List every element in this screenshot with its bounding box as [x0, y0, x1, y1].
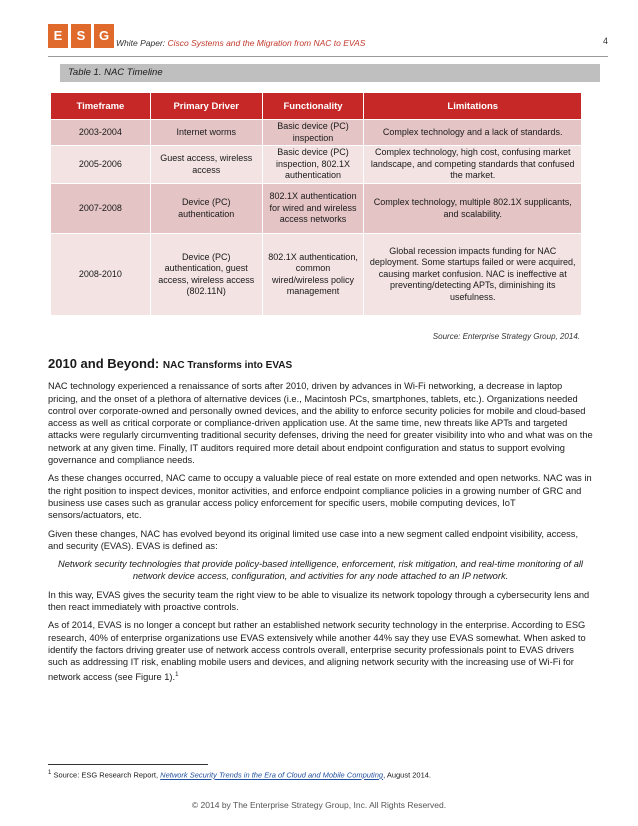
- logo-letter-e: E: [48, 24, 68, 48]
- column-header: Timeframe: [51, 93, 151, 120]
- logo-letter-g: G: [94, 24, 114, 48]
- table-cell: Guest access, wireless access: [150, 146, 262, 184]
- table-row: [51, 146, 582, 184]
- table-cell: Device (PC) authentication: [150, 184, 262, 234]
- footnote-report-link[interactable]: Network Security Trends in the Era of Cloud and Mobile Computing: [160, 770, 384, 780]
- paragraph: In this way, EVAS gives the security team the right view to be able to visualize its network topology through a cybersecurity lens and then react immediately with proactive controls.: [48, 589, 590, 613]
- table-cell: 802.1X authentication for wired and wireless access networks: [262, 184, 364, 234]
- table-cell: Complex technology, multiple 802.1X supplicants, and scalability.: [364, 184, 582, 234]
- table-row: [51, 120, 582, 146]
- esg-logo: [48, 24, 114, 48]
- table-cell: 2008-2010: [51, 234, 151, 316]
- footnote-suffix: , August 2014.: [383, 770, 432, 780]
- nac-timeline-table: [50, 92, 582, 316]
- footnote-reference[interactable]: 1: [175, 671, 179, 678]
- paragraph: [48, 619, 593, 683]
- table-cell: 802.1X authentication, common wired/wireless policy management: [262, 234, 364, 316]
- header-prefix: White Paper:: [116, 38, 166, 48]
- table-cell: 2005-2006: [51, 146, 151, 184]
- paragraph-text: As of 2014, EVAS is no longer a concept but rather an established network security technology in the enterprise. According to ESG research, 40% of enterprise organizations use EVAS extensively while another 44% say they use EVAS somewhat. When asked to identify the factors driving greater use of network access controls overall, enterprise security professionals point to EVAS drivers such as addressing IT risk, enabling mobile users and devices, and aligning network security with the increasing use of Wi-Fi for network access (see Figure 1).: [48, 620, 586, 682]
- table-cell: 2007-2008: [51, 184, 151, 234]
- table-cell: Basic device (PC) inspection, 802.1X authentication: [262, 146, 364, 184]
- section-heading-main: 2010 and Beyond:: [48, 356, 160, 371]
- table-cell: Internet worms: [150, 120, 262, 146]
- table-cell: 2003-2004: [51, 120, 151, 146]
- footnote-divider: [48, 764, 208, 765]
- table-row: [51, 184, 582, 234]
- section-heading-sub: NAC Transforms into EVAS: [162, 360, 293, 371]
- column-header: Functionality: [262, 93, 364, 120]
- logo-letter-s: S: [71, 24, 91, 48]
- header-divider: [48, 56, 608, 57]
- table-cell: Basic device (PC) inspection: [262, 120, 364, 146]
- paragraph: NAC technology experienced a renaissance of sorts after 2010, driven by advances in Wi-Fi networking, a decrease in laptop pricing, and the onset of a plethora of alternative devices (i.e., Macintosh PCs, smartphones, tablets, etc.). Organizations needed control over corporate-owned and personally owned devices, and the ability to enforce security policies for mobile and cloud-based access as well as critical corporate or compliance-driven application use. At the same time, new threats like APTs and targeted attacks were regularly circumventing traditional security defenses, driving the need for greater visibility into who and what was on the network at any given time. Finally, IT auditors required more detail about endpoint configuration and status to support evolving governance and compliance needs.: [48, 381, 593, 466]
- table-caption: Table 1. NAC Timeline: [60, 64, 600, 82]
- copyright-footer: © 2014 by The Enterprise Strategy Group, Inc. All Rights Reserved.: [191, 800, 447, 810]
- footnote-prefix: Source: ESG Research Report,: [53, 770, 159, 780]
- document-title: Cisco Systems and the Migration from NAC to EVAS: [167, 38, 366, 48]
- table-cell: Global recession impacts funding for NAC deployment. Some startups failed or were acquired, causing market confusion. NAC is ineffective at preventing/detecting APTs, diminishing its usefulness.: [364, 234, 582, 316]
- section-heading: [48, 358, 593, 372]
- column-header: Limitations: [364, 93, 582, 120]
- column-header: Primary Driver: [150, 93, 262, 120]
- header-title: [116, 38, 365, 48]
- table-header-row: [51, 93, 582, 120]
- page-header: [48, 20, 608, 60]
- paragraph: Given these changes, NAC has evolved beyond its original limited use case into a new segment called endpoint visibility, access, and security (EVAS). EVAS is defined as:: [48, 528, 579, 551]
- footnote: [48, 770, 431, 780]
- table-source: Source: Enterprise Strategy Group, 2014.: [432, 332, 580, 341]
- table-cell: Complex technology and a lack of standards.: [364, 120, 582, 146]
- table-cell: Complex technology, high cost, confusing market landscape, and competing standards that confused the market.: [364, 146, 582, 184]
- table-cell: Device (PC) authentication, guest access, wireless access (802.11N): [150, 234, 262, 316]
- table-row: [51, 234, 582, 316]
- page-number: 4: [602, 36, 608, 46]
- footnote-number: 1: [48, 770, 52, 776]
- section-body: [48, 358, 593, 689]
- evas-definition-quote: Network security technologies that provide policy-based intelligence, enforcement, risk mitigation, and real-time monitoring of all network device access, configuration, and activities for any node attached to an IP network.: [57, 559, 583, 582]
- paragraph: As these changes occurred, NAC came to occupy a valuable piece of real estate on more extended and open networks. NAC was in the right position to inspect devices, monitor activities, and enforce endpoint compliance policies in a growing number of GRC and business use cases such as granular access policy enforcement for specific users, mobile computing devices, IoT sensors/actuators, etc.: [48, 473, 592, 521]
